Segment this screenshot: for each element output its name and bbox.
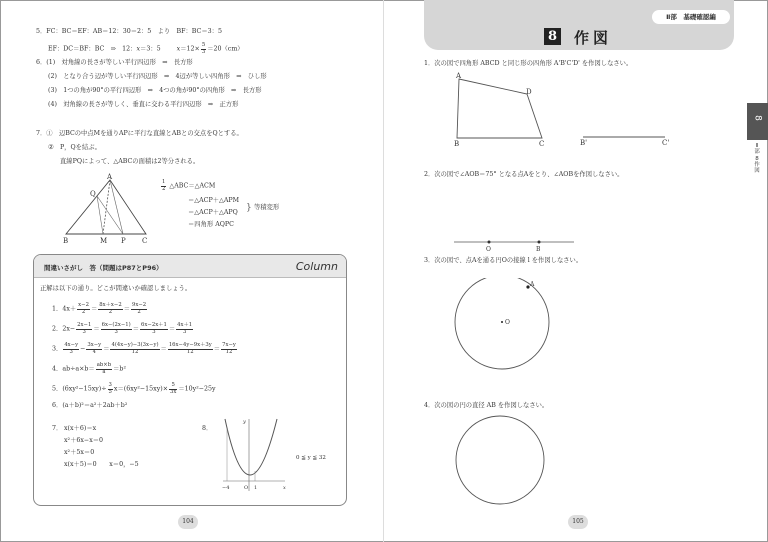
denominator: 3 <box>69 348 73 355</box>
label-a: A <box>456 72 462 80</box>
column-box <box>33 254 347 506</box>
column-item-6 <box>52 403 127 409</box>
denominator: 12 <box>225 348 233 355</box>
fraction <box>221 343 237 355</box>
label-m: M <box>100 237 108 245</box>
question-2: 2．次の図で∠AOB＝75° となる点Aをとり、∠AOBを作図しなさい。 <box>424 171 624 178</box>
tick-neg4: −4 <box>222 485 230 491</box>
answer-5-calc: ＝12× <box>180 45 200 53</box>
item-label: 2． <box>52 325 63 333</box>
expr: 2x− <box>62 325 76 333</box>
label-b-prime: B' <box>580 139 588 147</box>
circle-o <box>455 278 549 369</box>
fraction <box>201 43 206 55</box>
side-tab-text <box>751 143 763 175</box>
numerator: x−2 <box>78 302 89 308</box>
item-label: 5． <box>52 385 63 393</box>
item-label: 4． <box>52 365 63 373</box>
gutter-divider <box>383 0 384 542</box>
proof-line-2: ＝△ACP＋△APM <box>188 197 240 204</box>
circle-diameter-figure <box>450 413 550 507</box>
fraction <box>98 303 122 315</box>
fraction <box>86 343 102 355</box>
expr: (6xy²−15xy)÷ <box>62 385 107 393</box>
column-item-7-line3: x²＋5x＝0 <box>64 449 95 456</box>
denominator: 3x <box>170 388 177 395</box>
label-p: P <box>121 237 126 245</box>
numerator: 6x−2x＋1 <box>141 322 167 328</box>
segment-qp <box>97 196 123 234</box>
ray-figure <box>450 236 580 254</box>
circle-tangent-figure <box>450 278 560 384</box>
proof-line-1 <box>160 180 215 192</box>
proof-note: 等積変形 <box>254 204 280 211</box>
point-b <box>538 241 541 244</box>
fraction <box>63 343 79 355</box>
triangle-abc <box>66 180 146 234</box>
question-1: 1．次の図で四角形 ABCD と同じ形の四角形 A'B'C'D' を作図しなさい。 <box>424 60 633 67</box>
numerator: 2x−1 <box>77 322 92 328</box>
denominator: 3 <box>201 48 206 55</box>
side-tab-number: 8 <box>752 115 763 121</box>
label-b: B <box>63 237 69 245</box>
fraction <box>101 323 132 335</box>
proof-line-4: ＝四角形 AQPC <box>188 221 234 228</box>
answer-5-ratio: EF：DC＝BF：BC ⇒ 12： <box>48 45 137 53</box>
fraction <box>169 383 177 395</box>
denominator: 2 <box>137 308 141 315</box>
item-label: 1． <box>52 305 63 313</box>
equals: ＝ <box>90 305 98 313</box>
fraction <box>110 343 159 355</box>
page-number-right: 105 <box>568 515 588 529</box>
origin-label: O <box>244 485 249 491</box>
expr: ＝b² <box>113 365 126 373</box>
denominator: 3 <box>152 328 156 335</box>
column-header <box>34 255 346 278</box>
part-label: Ⅱ部 基礎確認編 <box>652 10 730 24</box>
side-char: 8 <box>755 155 759 162</box>
denominator: 5 <box>108 388 112 395</box>
label-d: D <box>526 88 532 96</box>
circle <box>456 416 544 504</box>
segment-qm <box>97 196 103 234</box>
expr: ab÷a×b＝ <box>62 365 95 373</box>
parabola-graph <box>219 413 289 495</box>
page-number-left: 104 <box>178 515 198 529</box>
center-o <box>501 321 503 323</box>
answer-6-item-4: (4) 対角線の長さが等しく、垂直に交わる平行四辺形 ⇒ 正方形 <box>48 101 239 108</box>
answer-7-line3: 直線PQによって、△ABCの面積は2等分される。 <box>60 158 200 165</box>
label-a: A <box>530 281 535 288</box>
answer-5-line1: 5．FC：BC＝EF：AB＝12：30＝2：5 より BF：BC＝3：5 <box>36 28 222 35</box>
answer-6-item-2: (2) となり合う辺が等しい平行四辺形 ⇒ 4辺が等しい四角形 ⇒ ひし形 <box>48 73 267 80</box>
numerator: 4x−y <box>64 342 79 348</box>
column-intro: 正解は以下の通り。どこが間違いか確認しましょう。 <box>40 285 192 292</box>
triangle-figure <box>55 172 155 247</box>
column-item-1: 1．4x＋ $\frac{x-2}{2}$ ＝ $\frac{8x+x-2}{2}$ ＝ $\frac{9x-2}{2}$ <box>52 302 147 315</box>
var-x: x <box>136 45 141 53</box>
denominator: 3 <box>182 328 187 335</box>
brace-icon: } <box>246 203 252 213</box>
side-tab[interactable] <box>747 103 768 140</box>
numerator: 5 <box>201 42 206 48</box>
numerator: 7x−y <box>222 342 236 348</box>
denominator: 2 <box>162 185 166 192</box>
item-label: 3． <box>52 345 63 353</box>
numerator: ab×b <box>96 362 112 368</box>
denominator: 12 <box>131 348 139 355</box>
fraction-half <box>161 180 166 192</box>
side-char: 作 <box>754 161 760 168</box>
y-axis-label: y <box>243 419 246 425</box>
segment-ap <box>110 180 123 234</box>
label-c-prime: C' <box>662 139 670 147</box>
answer-5-line2 <box>48 43 244 55</box>
parabola-curve <box>225 419 277 475</box>
label-o: O <box>486 246 491 253</box>
denominator: 3 <box>114 328 118 335</box>
numerator: 5 <box>169 383 177 390</box>
column-item-2: 2．2x− $\frac{2x-1}{3}$ ＝ $\frac{6x-(2x-1)}{3}$ ＝ $\frac{6x-2x+1}{3}$ ＝ $\frac{4x+1}{3}$ <box>52 322 193 335</box>
fraction <box>76 323 92 335</box>
label-o: O <box>505 319 510 326</box>
fraction <box>176 323 193 335</box>
side-char: Ⅱ <box>755 143 759 149</box>
chapter-number: 8 <box>544 28 561 45</box>
label-a: A <box>107 173 113 181</box>
fraction <box>108 383 113 395</box>
side-char: 図 <box>754 168 760 175</box>
question-3: 3．次の図で、点Aを通る円Oの接線 l を作図しなさい。 <box>424 257 583 264</box>
fraction <box>96 363 112 375</box>
median-am <box>103 180 110 234</box>
column-item-7-line2: x²＋6x−x＝0 <box>64 437 104 444</box>
denominator: 2 <box>81 308 86 315</box>
answer-7-line2: ② P，Qを結ぶ。 <box>48 144 101 151</box>
tick-1: 1 <box>254 485 258 491</box>
numerator: 6x−(2x−1) <box>101 322 131 328</box>
column-item-8-label: 8． <box>202 425 213 432</box>
proof-line-3: ＝△ACP＋△APQ <box>188 209 238 216</box>
denominator: 2 <box>108 308 113 315</box>
column-item-7-line4: x(x＋5)＝0 x＝0，−5 <box>64 461 139 468</box>
numerator: 3x−y <box>87 342 102 348</box>
column-title: 間違いさがし 答（問題はP87とP96） <box>44 264 163 272</box>
column-item-7-label: 7． <box>52 425 63 432</box>
numerator: 3 <box>108 382 112 388</box>
quadrilateral-figure <box>445 70 705 150</box>
expr: (a＋b)²＝a²＋2ab＋b² <box>62 402 128 409</box>
fraction <box>77 303 90 315</box>
x-axis-label: x <box>283 485 286 491</box>
fraction <box>140 323 168 335</box>
proof-step: △ABC＝△ACM <box>169 182 216 190</box>
expr: ＝10y²−25y <box>178 385 216 393</box>
denominator: 4 <box>92 348 96 355</box>
denominator: 12 <box>186 348 194 355</box>
numerator: 4(4x−y)−3(3x−y) <box>111 342 159 348</box>
numerator: 8x＋x−2 <box>99 302 122 308</box>
denominator: 3 <box>82 328 86 335</box>
answer-6-item-3: (3) 1つの角が90°の平行四辺形 ⇒ 4つの角が90°の四角形 ⇒ 長方形 <box>48 87 262 94</box>
column-tag: Column <box>295 260 338 273</box>
item-label: 6． <box>52 402 63 409</box>
numerator: 4x＋1 <box>177 322 193 328</box>
label-b: B <box>536 246 541 253</box>
minus: − <box>80 345 86 353</box>
side-char: 部 <box>754 149 760 156</box>
label-c: C <box>539 140 545 148</box>
answer-5-result: ＝20（cm） <box>207 45 244 53</box>
numerator: 16x−4y−9x＋3y <box>168 342 212 348</box>
fraction <box>168 343 213 355</box>
denominator: a <box>102 368 106 375</box>
range-answer: 0 ≦ y ≦ 32 <box>296 455 326 461</box>
label-q: Q <box>90 190 96 198</box>
label-b: B <box>454 140 460 148</box>
fraction <box>131 303 147 315</box>
answer-5-ratio2: ＝3：5 <box>140 45 161 53</box>
label-c: C <box>142 237 148 245</box>
expr: x＝(6xy²−15xy)× <box>113 385 168 393</box>
question-4: 4．次の図の円の直径 AB を作図しなさい。 <box>424 402 549 409</box>
column-item-7-line1: x(x＋6)＝x <box>64 425 97 432</box>
var-x: x <box>176 45 181 53</box>
expr: 4x＋ <box>62 305 77 313</box>
answer-7-line1: 7．① 辺BCの中点Mを通りAPに平行な直線とABとの交点をQとする。 <box>36 130 243 137</box>
answer-6-item-1: 6．(1) 対角線の長さが等しい平行四辺形 ⇒ 長方形 <box>36 59 193 66</box>
column-item-4 <box>52 363 126 375</box>
point-o <box>488 241 491 244</box>
column-item-3: 3． $\frac{4x-y}{3}$ − $\frac{3x-y}{4}$ ＝ $\frac{4(4x-y)-3(3x-y)}{12}$ ＝ $\frac{16x-4y-9x+3y}{12}$ ＝ $\frac{7x-y}{12}$ <box>52 342 236 355</box>
numerator: 1 <box>162 179 166 185</box>
column-item-5 <box>52 383 216 395</box>
chapter-title: 作図 <box>574 29 613 47</box>
numerator: 9x−2 <box>132 302 147 308</box>
